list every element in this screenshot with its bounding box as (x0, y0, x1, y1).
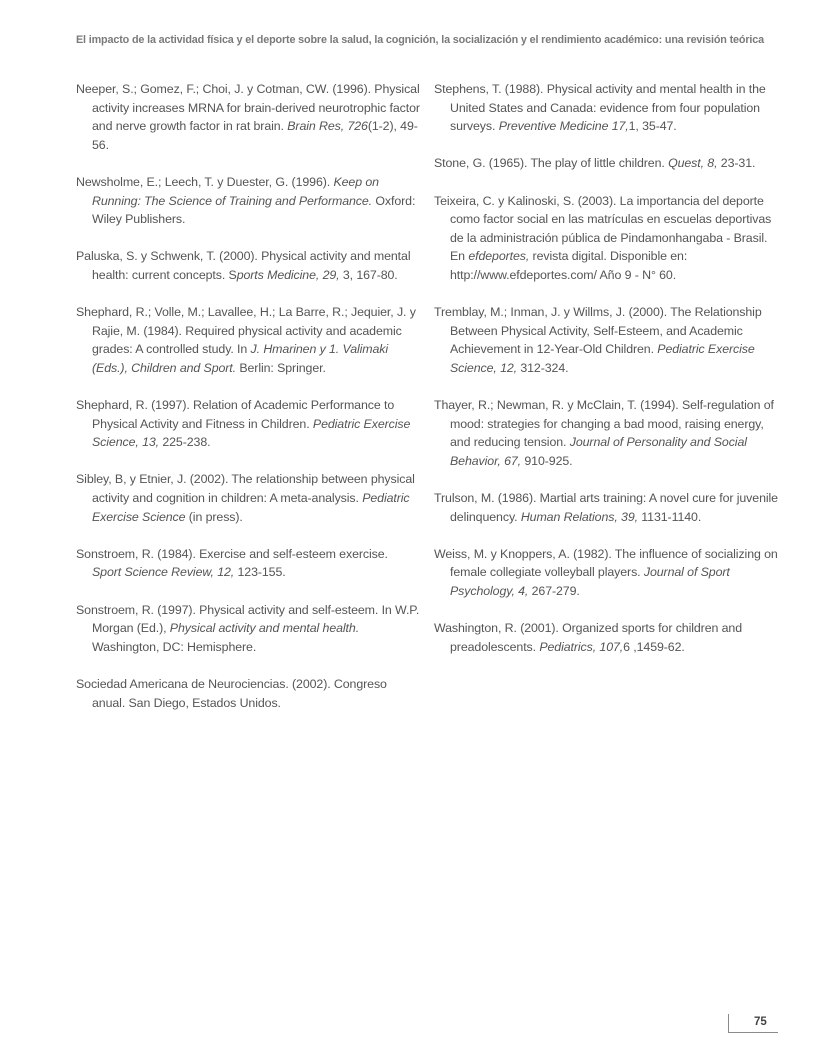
reference-text: Shephard, R. (1997). Relation of Academic Performance to Physical Activity and Fitness in Children. (76, 398, 395, 431)
reference-italic-text: Pediatrics, 107, (539, 639, 624, 654)
reference-italic-text: Pediatric Exercise Science, 12, (450, 342, 755, 375)
reference-entry (76, 247, 420, 284)
running-header: El impacto de la actividad física y el deporte sobre la salud, la cognición, la socialización y el rendimiento académico: una revisión teórica (76, 34, 764, 46)
reference-entry (434, 489, 780, 526)
reference-text: Sociedad Americana de Neurociencias. (2002). Congreso anual. San Diego, Estados Unidos. (76, 677, 387, 710)
reference-text: 6 ,1459-62. (623, 639, 685, 654)
page-number-rule-vertical (728, 1014, 729, 1032)
reference-text: 23-31. (717, 156, 756, 171)
reference-italic-text: Quest, 8, (668, 156, 718, 171)
reference-entry (76, 545, 420, 582)
reference-italic-text: Preventive Medicine 17, (498, 119, 629, 134)
reference-text: Berlin: Springer. (236, 360, 326, 375)
reference-text: Stephens, T. (1988). Physical activity and mental health in the United States and Canada: evidence from four population surveys. (434, 82, 766, 134)
reference-italic-text: Keep on Running: The Science of Training and Performance. (92, 174, 379, 208)
reference-entry (76, 601, 420, 657)
reference-text: (in press). (185, 509, 243, 524)
reference-text: 3, 167-80. (339, 267, 398, 282)
reference-italic-text: ports Medicine, 29, (236, 267, 340, 282)
reference-entry (434, 192, 780, 285)
reference-text: Weiss, M. y Knoppers, A. (1982). The influence of socializing on female collegiate volleyball players. (434, 546, 778, 580)
reference-text: Washington, R. (2001). Organized sports for children and preadolescents. (434, 621, 742, 654)
reference-italic-text: Journal of Personality and Social Behavior, 67, (450, 435, 747, 468)
reference-text: Neeper, S.; Gomez, F.; Choi, J. y Cotman, CW. (1996). Physical activity increases MRNA for brain-derived neurotrophic factor and nerve growth factor in rat brain. (76, 82, 420, 134)
reference-entry (76, 675, 420, 712)
reference-text: Oxford: Wiley Publishers. (92, 193, 416, 227)
reference-entry (76, 303, 420, 377)
reference-text: Stone, G. (1965). The play of little children. (434, 156, 669, 171)
reference-italic-text: Human Relations, 39, (520, 509, 638, 524)
reference-text: 312-324. (517, 360, 569, 375)
page-number-rule-horizontal (728, 1032, 778, 1033)
reference-text: Shephard, R.; Volle, M.; Lavallee, H.; La Barre, R.; Jequier, J. y Rajie, M. (1984). Required physical activity and academic grades: A controlled study. In (76, 305, 416, 357)
references-left-column (76, 80, 420, 731)
references-right-column (434, 80, 780, 675)
reference-text: 1131-1140. (637, 509, 702, 524)
reference-entry (434, 619, 780, 656)
reference-entry (76, 396, 420, 452)
reference-italic-text: J. Hmarinen y 1. Valimaki (Eds.), Children and Sport. (92, 342, 389, 375)
reference-text: Paluska, S. y Schwenk, T. (2000). Physical activity and mental health: current concepts. S (76, 249, 411, 282)
reference-entry (76, 80, 420, 154)
reference-text: Sonstroem, R. (1997). Physical activity and self-esteem. In W.P. Morgan (Ed.), (76, 602, 420, 636)
reference-text: Sonstroem, R. (1984). Exercise and self-esteem exercise. (76, 546, 388, 561)
reference-entry (434, 80, 780, 136)
reference-text: (1-2), 49-56. (92, 119, 418, 152)
reference-text: revista digital. Disponible en: http://www.efdeportes.com/ Año 9 - N° 60. (450, 249, 688, 282)
reference-text: 1, 35-47. (628, 119, 677, 134)
reference-text: Trulson, M. (1986). Martial arts training: A novel cure for juvenile delinquency. (434, 491, 778, 524)
reference-text: 225-238. (159, 435, 211, 450)
reference-text: Teixeira, C. y Kalinoski, S. (2003). La importancia del deporte como factor social en las matrículas en escuelas deportivas de la administración pública de Pindamonhangaba - Brasil. En (434, 193, 772, 264)
reference-text: Tremblay, M.; Inman, J. y Willms, J. (2000). The Relationship Between Physical Activity, Self-Esteem, and Academic Achievement in 12-Year-Old Children. (434, 305, 762, 357)
reference-entry (434, 396, 780, 470)
reference-entry (76, 173, 420, 229)
reference-entry (434, 154, 780, 173)
reference-text: Washington, DC: Hemisphere. (92, 639, 257, 654)
reference-text: 910-925. (521, 453, 573, 468)
reference-text: 267-279. (528, 584, 580, 599)
page-number: 75 (754, 1016, 767, 1028)
reference-italic-text: Pediatric Exercise Science, 13, (92, 416, 411, 450)
reference-entry (434, 545, 780, 601)
reference-text: Sibley, B, y Etnier, J. (2002). The relationship between physical activity and cognition in children: A meta-analysis. (76, 472, 415, 506)
reference-italic-text: Sport Science Review, 12, (92, 565, 235, 580)
reference-italic-text: Journal of Sport Psychology, 4, (450, 565, 730, 599)
reference-text: Newsholme, E.; Leech, T. y Duester, G. (1996). (76, 174, 334, 189)
reference-italic-text: Pediatric Exercise Science (92, 491, 410, 524)
reference-text: 123-155. (234, 565, 286, 580)
reference-entry (434, 303, 780, 377)
reference-italic-text: Brain Res, 726 (287, 119, 368, 134)
reference-entry (76, 470, 420, 526)
reference-italic-text: efdeportes, (468, 249, 530, 264)
reference-italic-text: Physical activity and mental health. (169, 621, 360, 636)
reference-text: Thayer, R.; Newman, R. y McClain, T. (1994). Self-regulation of mood: strategies for changing a bad mood, raising energy, and reducing tension. (434, 398, 774, 450)
